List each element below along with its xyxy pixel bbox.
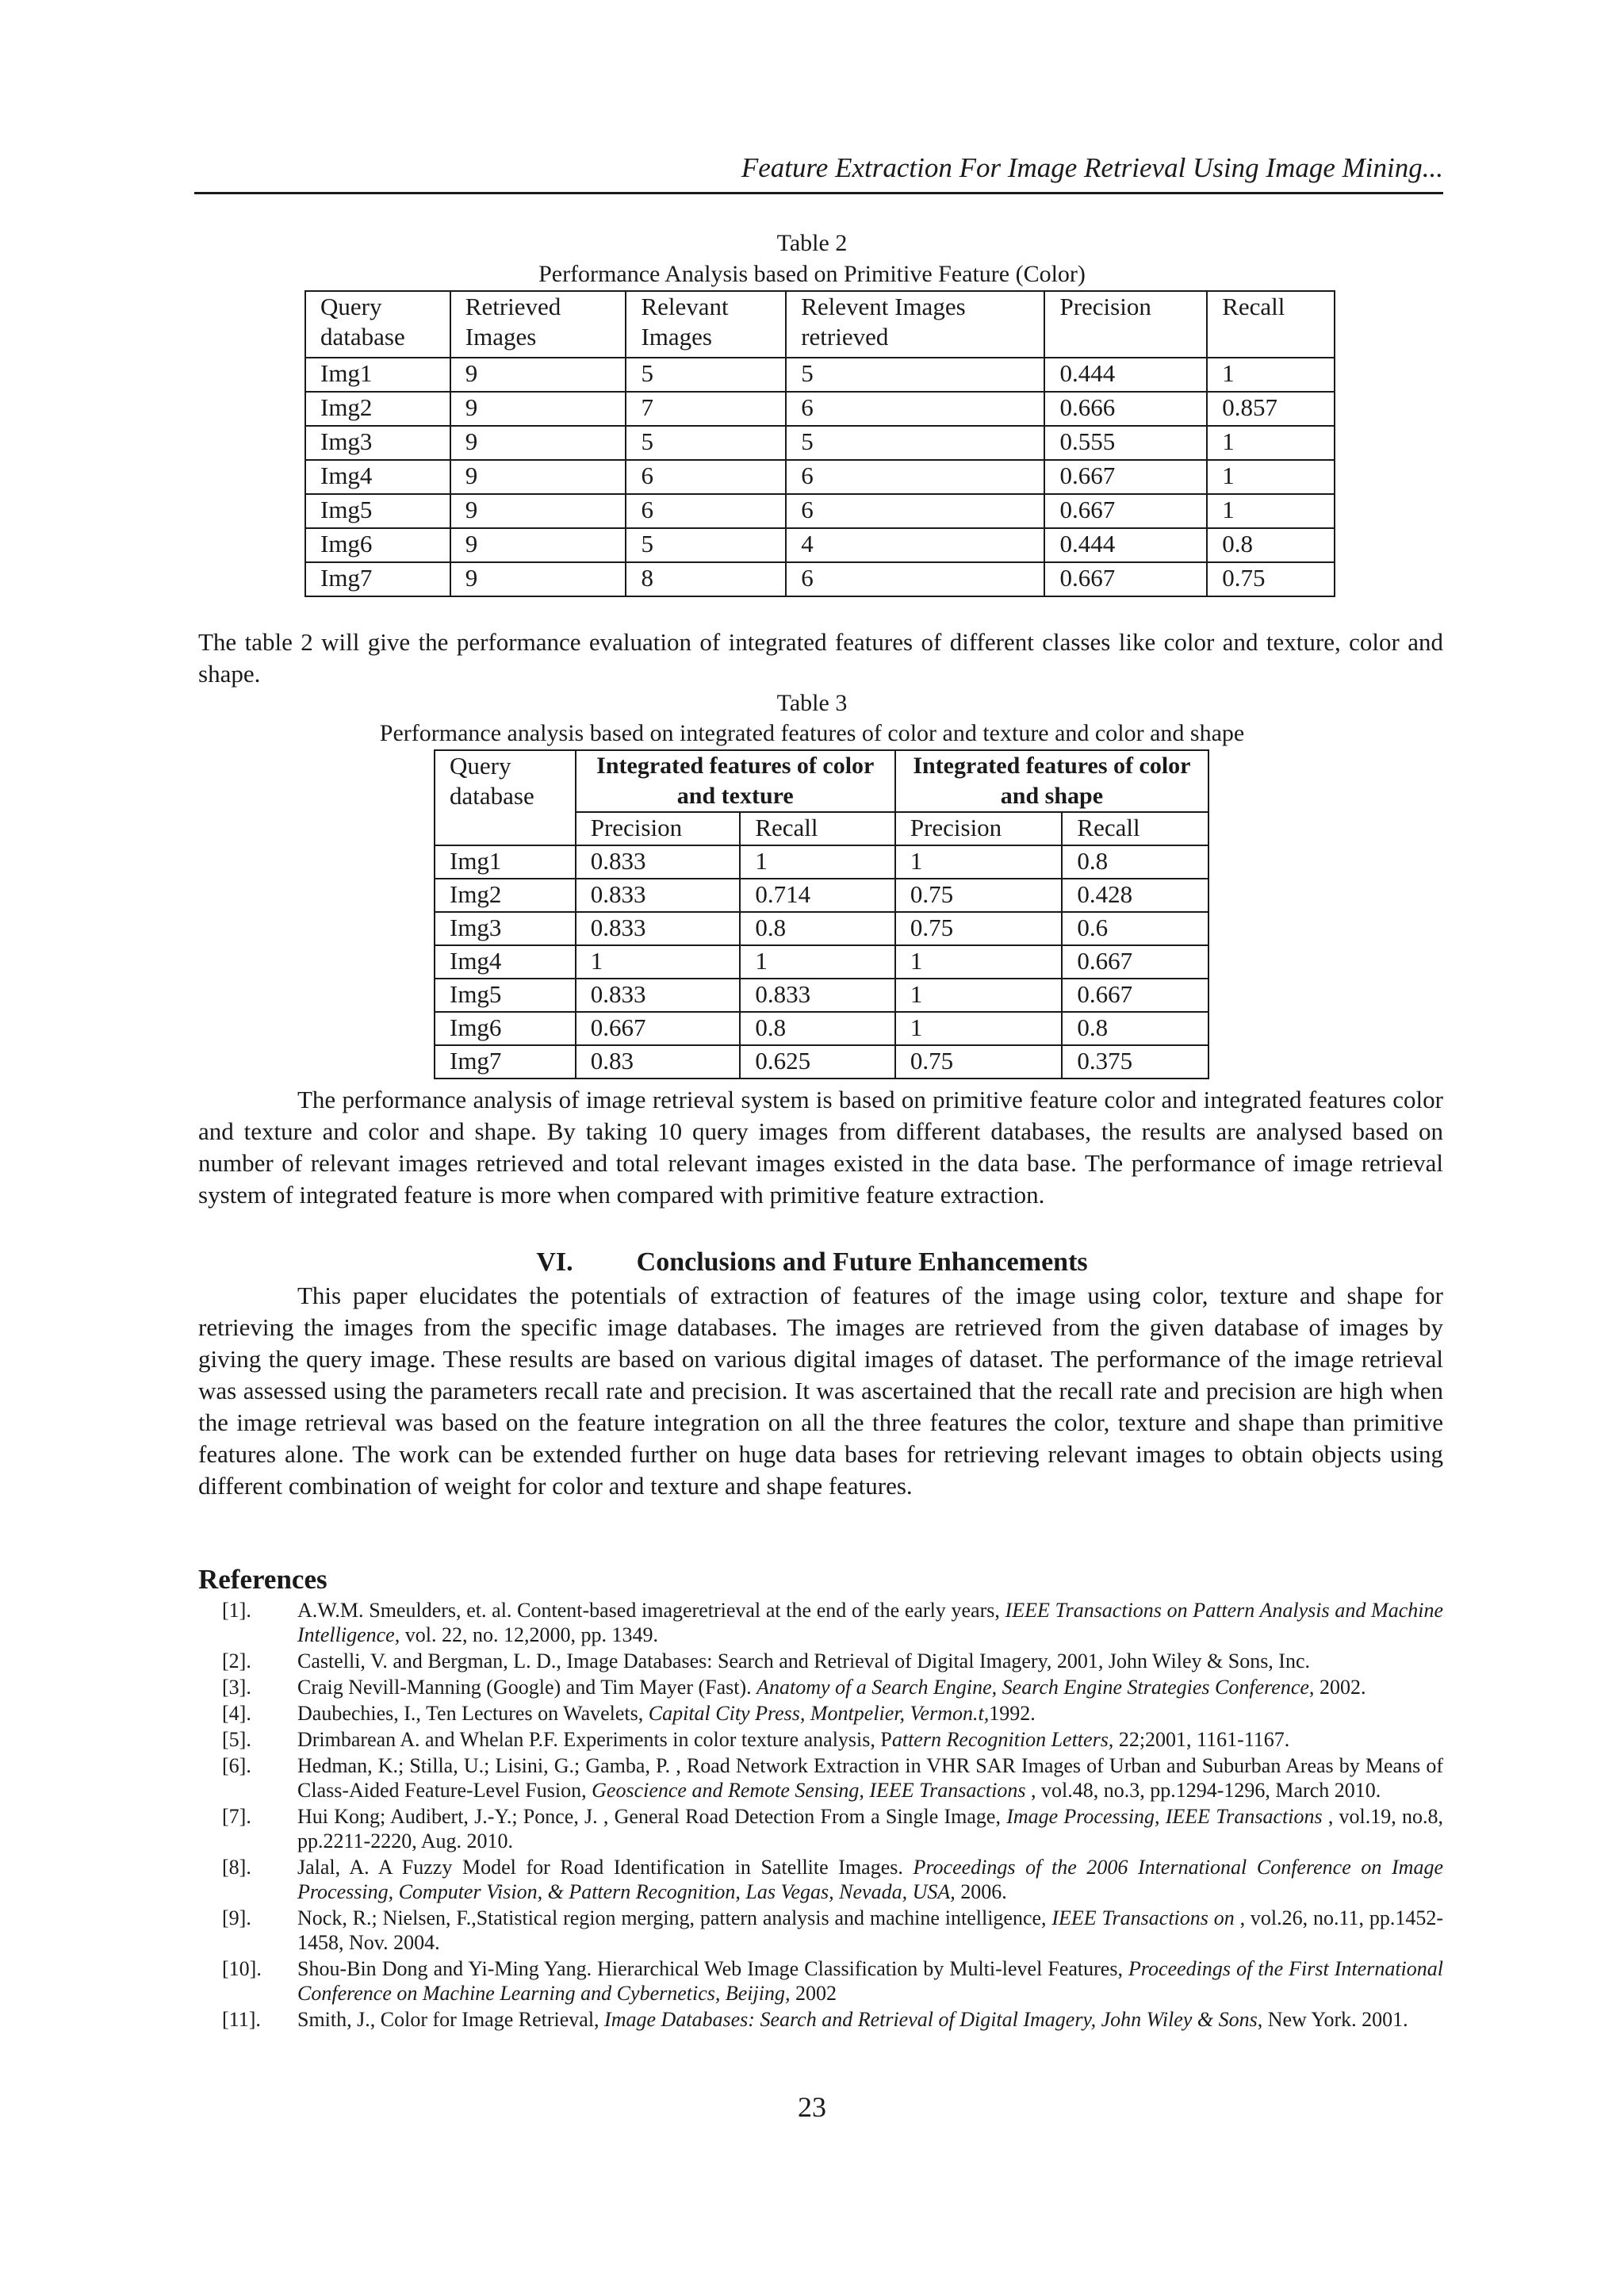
table3-cell: 0.75 bbox=[895, 912, 1063, 945]
table2-cell: 5 bbox=[786, 358, 1044, 392]
reference-number: [4]. bbox=[222, 1702, 251, 1725]
reference-number: [11]. bbox=[222, 2008, 261, 2031]
table3-cell: 0.714 bbox=[740, 879, 894, 912]
reference-plain: Daubechies, I., Ten Lectures on Wavelets, bbox=[297, 1702, 649, 1725]
conclusion-paragraph: This paper elucidates the potentials of extraction of features of the image using color, texture and shape for retrieving the images from the specific image databases. The images are retrieved from the given database of images by giving the query image. These results are based on various digital images of dataset. The performance of the image retrieval was assessed using the parameters recall rate and precision. It was ascertained that the recall rate and precision are high when the image retrieval was based on the feature integration on all the three features the color, texture and shape than primitive features alone. The work can be extended further on huge data bases for retrieving relevant images to obtain objects using different combination of weight for color and texture and shape features. bbox=[198, 1282, 1443, 1500]
reference-number: [1]. bbox=[222, 1599, 251, 1622]
table3-cell: 0.75 bbox=[895, 1045, 1063, 1079]
reference-plain: Jalal, A. A Fuzzy Model for Road Identification in Satellite Images. bbox=[297, 1856, 914, 1879]
table2-cell: 6 bbox=[786, 562, 1044, 596]
table3-title: Table 3 bbox=[776, 690, 848, 716]
table-row bbox=[305, 528, 1335, 562]
table3-header-row bbox=[435, 750, 1208, 812]
reference-text bbox=[297, 1855, 1443, 1904]
table-row bbox=[435, 845, 1208, 879]
reference-after: , vol.48, no.3, pp.1294-1296, March 2010. bbox=[1025, 1779, 1381, 1802]
table2-header-cell: Retrieved Images bbox=[450, 291, 626, 358]
reference-item bbox=[198, 1727, 1443, 1752]
table2-cell: 6 bbox=[626, 494, 786, 528]
table2-cell: 7 bbox=[626, 392, 786, 426]
reference-after: , New York. 2001. bbox=[1257, 2008, 1408, 2031]
table3-cell: Img7 bbox=[435, 1045, 576, 1079]
reference-plain: Hui Kong; Audibert, J.-Y.; Ponce, J. , General Road Detection From a Single Image, bbox=[297, 1805, 1007, 1828]
table2-cell: 8 bbox=[626, 562, 786, 596]
reference-item bbox=[198, 2007, 1443, 2032]
reference-after: 2002. bbox=[1314, 1676, 1366, 1699]
reference-item bbox=[198, 1956, 1443, 2006]
table2-cell: 0.857 bbox=[1207, 392, 1335, 426]
table2-cell: 9 bbox=[450, 460, 626, 494]
table3-cell: 0.83 bbox=[576, 1045, 741, 1079]
table2-cell: 9 bbox=[450, 562, 626, 596]
reference-item bbox=[198, 1675, 1443, 1699]
table3-cell: 1 bbox=[740, 945, 894, 979]
reference-text bbox=[297, 1598, 1443, 1647]
table2-header-cell: Relevant Images bbox=[626, 291, 786, 358]
reference-text bbox=[297, 1956, 1443, 2006]
table3-cell: 0.667 bbox=[1062, 979, 1208, 1012]
table3-cell: Img5 bbox=[435, 979, 576, 1012]
table2-cell: 6 bbox=[626, 460, 786, 494]
page-number: 23 bbox=[798, 2091, 826, 2123]
reference-text bbox=[297, 1906, 1443, 1955]
table2-cell: 9 bbox=[450, 494, 626, 528]
table3-cell: 0.833 bbox=[576, 879, 741, 912]
reference-plain: Craig Nevill-Manning (Google) and Tim Mayer (Fast). bbox=[297, 1676, 757, 1699]
reference-after: , vol.26, no.11, pp.1452-1458, Nov. 2004. bbox=[297, 1906, 1444, 1954]
table-row bbox=[435, 945, 1208, 979]
table-row bbox=[435, 1012, 1208, 1045]
section-heading bbox=[0, 1245, 1624, 1280]
reference-list bbox=[198, 1598, 1443, 2033]
table2-cell: 1 bbox=[1207, 426, 1335, 460]
reference-text bbox=[297, 1727, 1443, 1752]
table2-header-cell: Recall bbox=[1207, 291, 1335, 358]
table2-cell: 6 bbox=[786, 494, 1044, 528]
table2-cell: 0.444 bbox=[1044, 358, 1207, 392]
table3-cell: 1 bbox=[895, 1012, 1063, 1045]
reference-after: 2002 bbox=[790, 1982, 837, 2005]
table3-subheader-cell: Precision bbox=[895, 812, 1063, 845]
reference-number: [7]. bbox=[222, 1805, 251, 1828]
table-row bbox=[305, 460, 1335, 494]
table2-cell: 9 bbox=[450, 358, 626, 392]
table2-cell: 0.444 bbox=[1044, 528, 1207, 562]
table2-cell: 0.667 bbox=[1044, 562, 1207, 596]
table-row bbox=[305, 494, 1335, 528]
table-row bbox=[435, 979, 1208, 1012]
reference-text bbox=[297, 1701, 1443, 1726]
table2-header-cell: Precision bbox=[1044, 291, 1207, 358]
reference-text bbox=[297, 1675, 1443, 1699]
table3-cell: 1 bbox=[895, 945, 1063, 979]
reference-number: [8]. bbox=[222, 1856, 251, 1879]
reference-after: vol. 22, no. 12,2000, pp. 1349. bbox=[400, 1623, 658, 1646]
table2-cell: 0.8 bbox=[1207, 528, 1335, 562]
table-row bbox=[435, 1045, 1208, 1079]
table3-cell: 0.428 bbox=[1062, 879, 1208, 912]
table2-cell: Img5 bbox=[305, 494, 450, 528]
table3-cell: 0.375 bbox=[1062, 1045, 1208, 1079]
table2-cell: 1 bbox=[1207, 494, 1335, 528]
reference-plain: A.W.M. Smeulders, et. al. Content-based imageretrieval at the end of the early years, bbox=[297, 1599, 1005, 1622]
reference-item bbox=[198, 1598, 1443, 1647]
reference-italic: Proceedings of the First International Conference on Machine Learning and Cybernetics, Beijing, bbox=[297, 1957, 1443, 2005]
table3-cell: 0.833 bbox=[576, 979, 741, 1012]
table3-cell: 0.833 bbox=[576, 845, 741, 879]
table2-cell: Img7 bbox=[305, 562, 450, 596]
table3-cell: 1 bbox=[895, 845, 1063, 879]
table2-cell: 4 bbox=[786, 528, 1044, 562]
reference-plain: Shou-Bin Dong and Yi-Ming Yang. Hierarchical Web Image Classification by Multi-level Features, bbox=[297, 1957, 1129, 1980]
table3-cell: 0.833 bbox=[576, 912, 741, 945]
reference-number: [5]. bbox=[222, 1728, 251, 1751]
table3-subheader-cell: Precision bbox=[576, 812, 741, 845]
table3-cell: 0.75 bbox=[895, 879, 1063, 912]
table3-cell: 0.667 bbox=[576, 1012, 741, 1045]
reference-italic: Anatomy of a Search Engine, Search Engine Strategies Conference, bbox=[756, 1676, 1315, 1699]
header-rule bbox=[194, 192, 1443, 194]
table3-cell: 0.667 bbox=[1062, 945, 1208, 979]
table2-cell: 0.75 bbox=[1207, 562, 1335, 596]
table3-cell: 0.625 bbox=[740, 1045, 894, 1079]
table2-title: Table 2 bbox=[776, 230, 848, 256]
table3-subheader-cell: Recall bbox=[740, 812, 894, 845]
reference-plain: Nock, R.; Nielsen, F.,Statistical region merging, pattern analysis and machine intelligence, bbox=[297, 1906, 1052, 1929]
table2-cell: 5 bbox=[626, 528, 786, 562]
table2-header-cell: Relevent Images retrieved bbox=[786, 291, 1044, 358]
reference-italic: Capital City Press, Montpelier, Vermon.t, bbox=[648, 1702, 990, 1725]
table-row bbox=[435, 879, 1208, 912]
reference-plain: Castelli, V. and Bergman, L. D., Image Databases: Search and Retrieval of Digital Imagery, 2001, John Wiley & Sons, Inc. bbox=[297, 1649, 1311, 1672]
table3-group-header: Integrated features of color and shape bbox=[895, 750, 1208, 812]
table-row bbox=[305, 392, 1335, 426]
table3-cell: Img2 bbox=[435, 879, 576, 912]
reference-after: , vol.19, no.8, pp.2211-2220, Aug. 2010. bbox=[297, 1805, 1443, 1852]
analysis-paragraph: The performance analysis of image retrieval system is based on primitive feature color and integrated features color and texture and color and shape. By taking 10 query images from different databases, the results are analysed based on number of relevant images retrieved and total relevant images existed in the data base. The performance of image retrieval system of integrated feature is more when compared with primitive feature extraction. bbox=[198, 1086, 1443, 1209]
table2-cell: 1 bbox=[1207, 358, 1335, 392]
table2-cell: Img4 bbox=[305, 460, 450, 494]
table2-cell: 6 bbox=[786, 392, 1044, 426]
reference-italic: IEEE Transactions on Pattern Analysis and Machine Intelligence, bbox=[297, 1599, 1443, 1646]
reference-italic: Geoscience and Remote Sensing, IEEE Transactions bbox=[592, 1779, 1026, 1802]
reference-italic: Image Processing, IEEE Transactions bbox=[1006, 1805, 1323, 1828]
table3-cell: Img1 bbox=[435, 845, 576, 879]
table2-cell: 5 bbox=[786, 426, 1044, 460]
table2 bbox=[304, 290, 1335, 597]
table3-cell: Img4 bbox=[435, 945, 576, 979]
reference-italic: Image Databases: Search and Retrieval of Digital Imagery, John Wiley & Sons bbox=[604, 2008, 1258, 2031]
table3-cell: Img6 bbox=[435, 1012, 576, 1045]
table3-subtitle: Performance analysis based on integrated features of color and texture and color and shape bbox=[379, 720, 1245, 746]
reference-text bbox=[297, 1804, 1443, 1853]
table-row bbox=[305, 426, 1335, 460]
table2-cell: 9 bbox=[450, 426, 626, 460]
table3-cell: 0.8 bbox=[740, 912, 894, 945]
table2-cell: Img1 bbox=[305, 358, 450, 392]
reference-text bbox=[297, 1649, 1443, 1673]
table-row bbox=[305, 562, 1335, 596]
table3-cell: 0.8 bbox=[1062, 1012, 1208, 1045]
table2-cell: 0.667 bbox=[1044, 460, 1207, 494]
table3-cell: 0.8 bbox=[740, 1012, 894, 1045]
running-title: Feature Extraction For Image Retrieval Using Image Mining... bbox=[741, 152, 1443, 183]
reference-item bbox=[198, 1804, 1443, 1853]
table2-header-cell: Query database bbox=[305, 291, 450, 358]
table-row bbox=[435, 912, 1208, 945]
reference-item bbox=[198, 1855, 1443, 1904]
reference-number: [2]. bbox=[222, 1649, 251, 1672]
table3-cell: 0.833 bbox=[740, 979, 894, 1012]
table3-cell: Img3 bbox=[435, 912, 576, 945]
reference-number: [10]. bbox=[222, 1957, 262, 1980]
table2-cell: Img2 bbox=[305, 392, 450, 426]
table2-cell: 6 bbox=[786, 460, 1044, 494]
reference-number: [9]. bbox=[222, 1906, 251, 1929]
reference-item bbox=[198, 1906, 1443, 1955]
reference-after: 22;2001, 1161-1167. bbox=[1113, 1728, 1290, 1751]
table2-cell: 9 bbox=[450, 528, 626, 562]
table2-cell: Img6 bbox=[305, 528, 450, 562]
reference-text bbox=[297, 1753, 1443, 1803]
table3-cell: 1 bbox=[895, 979, 1063, 1012]
reference-plain: Hedman, K.; Stilla, U.; Lisini, G.; Gamba, P. , Road Network Extraction in VHR SAR Images of Urban and Suburban Areas by Means of Class-Aided Feature-Level Fusion, bbox=[297, 1754, 1443, 1802]
reference-item bbox=[198, 1753, 1443, 1803]
table2-cell: Img3 bbox=[305, 426, 450, 460]
table2-cell: 5 bbox=[626, 426, 786, 460]
section-title: Conclusions and Future Enhancements bbox=[636, 1247, 1088, 1277]
references-heading: References bbox=[198, 1564, 327, 1595]
table2-description: The table 2 will give the performance evaluation of integrated features of different classes like color and texture, color and shape. bbox=[198, 628, 1443, 688]
reference-plain: Drimbarean A. and Whelan P.F. Experiments in color texture analysis, P bbox=[297, 1728, 892, 1751]
reference-plain: Smith, J., Color for Image Retrieval, bbox=[297, 2008, 605, 2031]
table3-cell: 0.8 bbox=[1062, 845, 1208, 879]
table3-group-header: Integrated features of color and texture bbox=[576, 750, 895, 812]
table3-cell: 0.6 bbox=[1062, 912, 1208, 945]
table3 bbox=[434, 749, 1209, 1079]
reference-text bbox=[297, 2007, 1443, 2032]
reference-italic: Proceedings of the 2006 International Conference on Image Processing, Computer Vision, & Pattern Recognition, Las Vegas, Nevada, USA, bbox=[297, 1856, 1443, 1903]
table2-cell: 0.666 bbox=[1044, 392, 1207, 426]
table-row bbox=[305, 358, 1335, 392]
reference-after: 2006. bbox=[955, 1880, 1007, 1903]
table3-query-header: Query database bbox=[435, 750, 576, 845]
section-number: VI. bbox=[536, 1247, 573, 1277]
table3-cell: 1 bbox=[740, 845, 894, 879]
table2-subtitle: Performance Analysis based on Primitive Feature (Color) bbox=[538, 261, 1086, 287]
table2-cell: 1 bbox=[1207, 460, 1335, 494]
table3-cell: 1 bbox=[576, 945, 741, 979]
table2-cell: 0.667 bbox=[1044, 494, 1207, 528]
table3-subheader-cell: Recall bbox=[1062, 812, 1208, 845]
table2-cell: 0.555 bbox=[1044, 426, 1207, 460]
reference-number: [6]. bbox=[222, 1754, 251, 1777]
table2-header-row bbox=[305, 291, 1335, 358]
table2-cell: 5 bbox=[626, 358, 786, 392]
reference-italic: IEEE Transactions on bbox=[1051, 1906, 1235, 1929]
reference-item bbox=[198, 1701, 1443, 1726]
table2-cell: 9 bbox=[450, 392, 626, 426]
reference-italic: attern Recognition Letters, bbox=[891, 1728, 1114, 1751]
reference-after: 1992. bbox=[989, 1702, 1036, 1725]
reference-number: [3]. bbox=[222, 1676, 251, 1699]
reference-item bbox=[198, 1649, 1443, 1673]
